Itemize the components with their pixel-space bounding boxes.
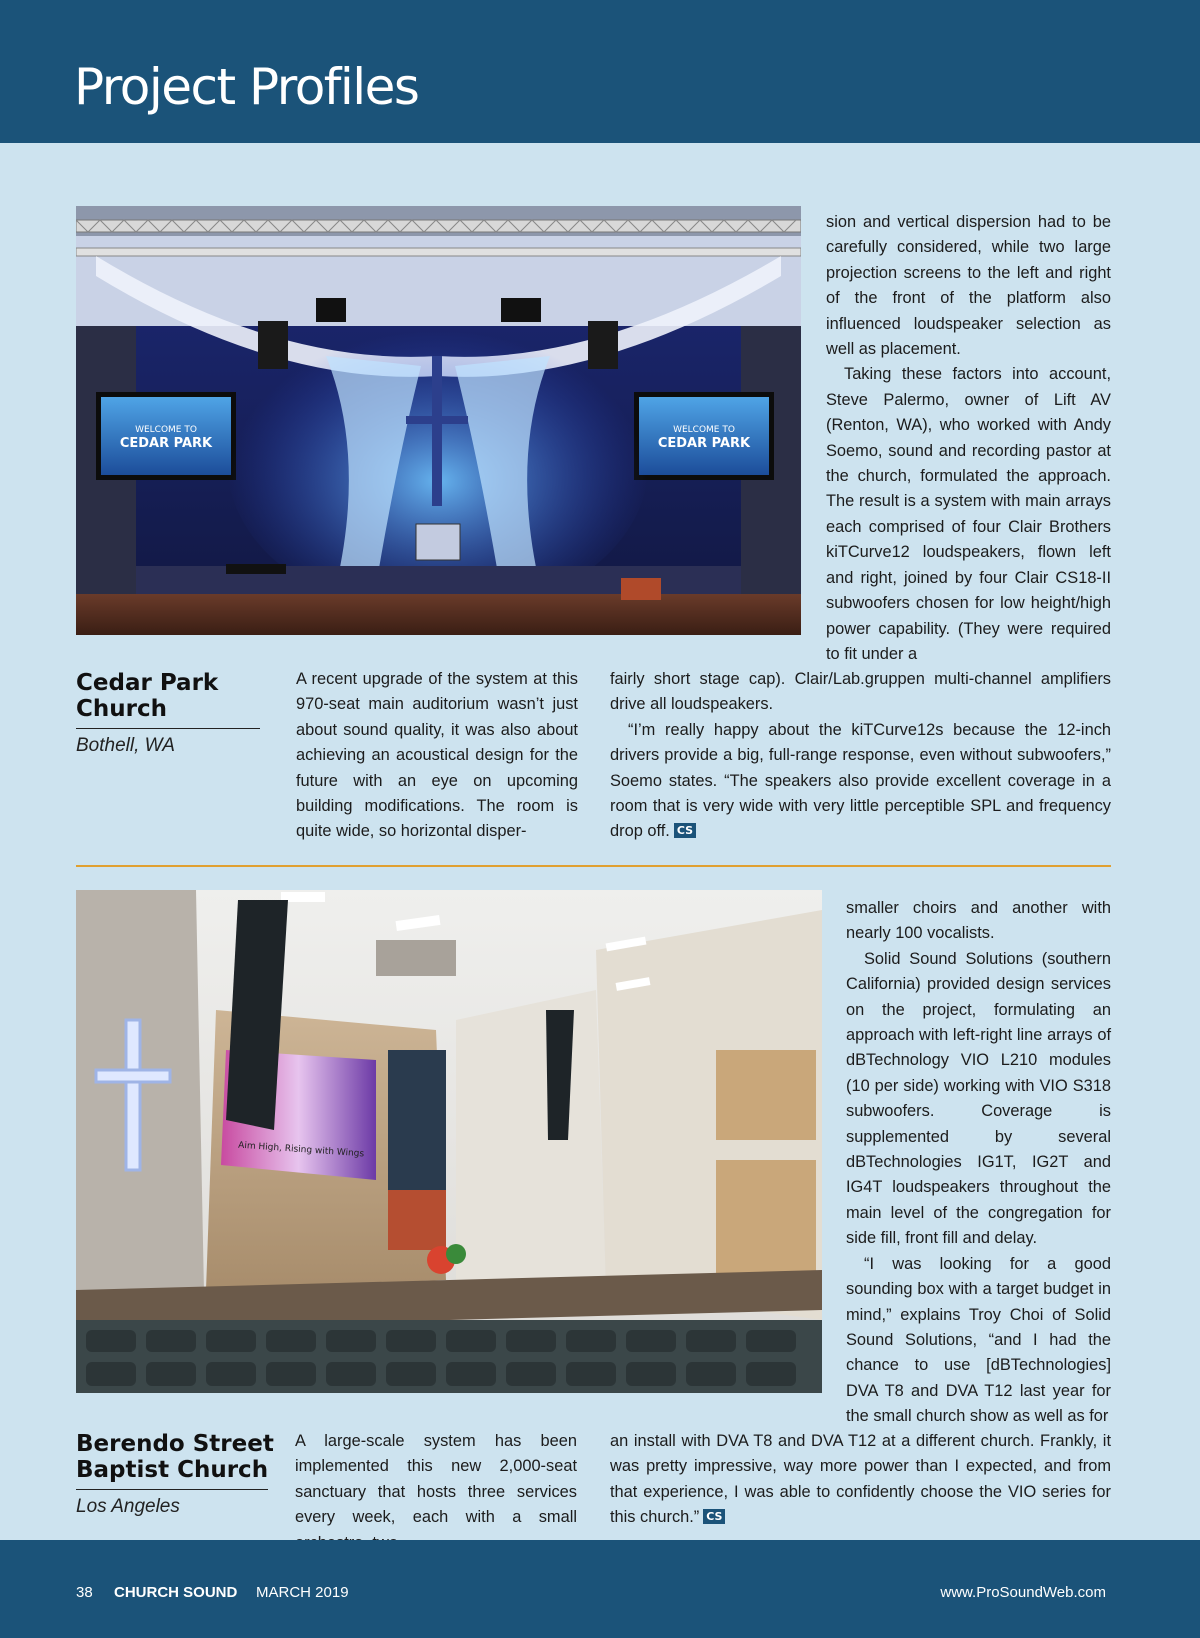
- page-number: 38: [76, 1584, 93, 1601]
- profile2-location: Los Angeles: [76, 1496, 180, 1517]
- profile2-column-wide: [610, 1429, 1111, 1531]
- paragraph: A recent upgrade of the system at this 970-seat main auditorium wasn’t just about sound quality, it was also about achieving an acoustical design for the future with an eye on upcoming building modifications. The room is quite wide, so horizontal disper-: [296, 670, 578, 841]
- cedar-park-stage-photo: [76, 206, 801, 635]
- church-name-line1: Berendo Street: [76, 1431, 274, 1457]
- publication-name: CHURCH SOUND: [114, 1584, 238, 1601]
- end-mark-icon: CS: [674, 823, 696, 838]
- section-title: Project Profiles: [74, 58, 419, 116]
- name-underline: [76, 728, 260, 729]
- church-name-line1: Cedar Park: [76, 670, 219, 696]
- profile1-church-name: [76, 670, 218, 722]
- church-name-line2: Church: [76, 696, 167, 722]
- svg-text:Aim High, Rising with Wings: Aim High, Rising with Wings: [237, 1140, 365, 1160]
- profile1-location: Bothell, WA: [76, 735, 175, 756]
- paragraph: smaller choirs and another with nearly 100 vocalists.: [846, 899, 1111, 943]
- paragraph: “I was looking for a good sounding box with a target budget in mind,” explains Troy Choi of Solid Sound Solutions, “and I had the chance to use [dBTechnologies] DVA T8 and DVA T12 last year for the small church show as well as for: [846, 1254, 1111, 1426]
- svg-text:CEDAR PARK: CEDAR PARK: [119, 436, 213, 451]
- paragraph: fairly short stage cap). Clair/Lab.gruppen multi-channel amplifiers drive all loudspeakers.: [610, 670, 1111, 714]
- berendo-sanctuary-photo: [76, 890, 822, 1393]
- name-underline: [76, 1489, 268, 1490]
- paragraph: [610, 718, 1111, 845]
- profile1-column-right-top: [826, 210, 1111, 667]
- quote-text: “I’m really happy about the kiTCurve12s because the 12-inch drivers provide a big, full-range response, even without subwoofers,” Soemo states. “The speakers also provide excellent coverage in a room that is very wide with very little perceptible SPL and frequency drop off.: [610, 720, 1111, 841]
- paragraph: [610, 1429, 1111, 1531]
- profile2-column-right-top: [846, 896, 1111, 1430]
- quote-text: an install with DVA T8 and DVA T12 at a different church. Frankly, it was pretty impressive, way more power than I expected, and from that experience, I was able to confidently choose the VIO series for this church.”: [610, 1432, 1111, 1527]
- end-mark-icon: CS: [703, 1509, 725, 1524]
- website-link[interactable]: www.ProSoundWeb.com: [940, 1584, 1106, 1601]
- svg-text:WELCOME TO: WELCOME TO: [135, 425, 197, 435]
- page-header: [0, 0, 1200, 143]
- paragraph: Solid Sound Solutions (southern California) provided design services on the project, formulating an approach with left-right line arrays of dBTechnology VIO L210 modules (10 per side) working with VIO S318 subwoofers. Coverage is supplemented by several dBTechnologies IG1T, IG2T and IG4T loudspeakers throughout the main level of the congregation for side fill, front fill and delay.: [846, 949, 1111, 1248]
- svg-text:WELCOME TO: WELCOME TO: [673, 425, 735, 435]
- section-divider: [76, 865, 1111, 867]
- profile1-column-wide: [610, 667, 1111, 845]
- issue-date: MARCH 2019: [256, 1584, 349, 1601]
- profile2-column-left: [295, 1429, 577, 1556]
- page-footer: [0, 1540, 1200, 1638]
- profile2-church-name: [76, 1431, 274, 1483]
- profile1-column-left: [296, 667, 578, 845]
- paragraph: A large-scale system has been implemented this new 2,000-seat sanctuary that hosts three services every week, each with a small: [295, 1432, 577, 1527]
- paragraph: Taking these factors into account, Steve Palermo, owner of Lift AV (Renton, WA), who worked with Andy Soemo, sound and recording pastor at the church, formulated the approach. The result is a system with main arrays each comprised of four Clair Brothers kiTCurve12 loudspeakers, flown left and right, joined by four Clair CS18-II subwoofers chosen for low height/high power capability. (They were required to fit under a: [826, 365, 1111, 663]
- church-name-line2: Baptist Church: [76, 1457, 269, 1483]
- paragraph: sion and vertical dispersion had to be carefully considered, while two large projection screens to the left and right of the front of the platform also influenced loudspeaker selection as well as placement.: [826, 213, 1111, 359]
- svg-text:CEDAR PARK: CEDAR PARK: [657, 436, 751, 451]
